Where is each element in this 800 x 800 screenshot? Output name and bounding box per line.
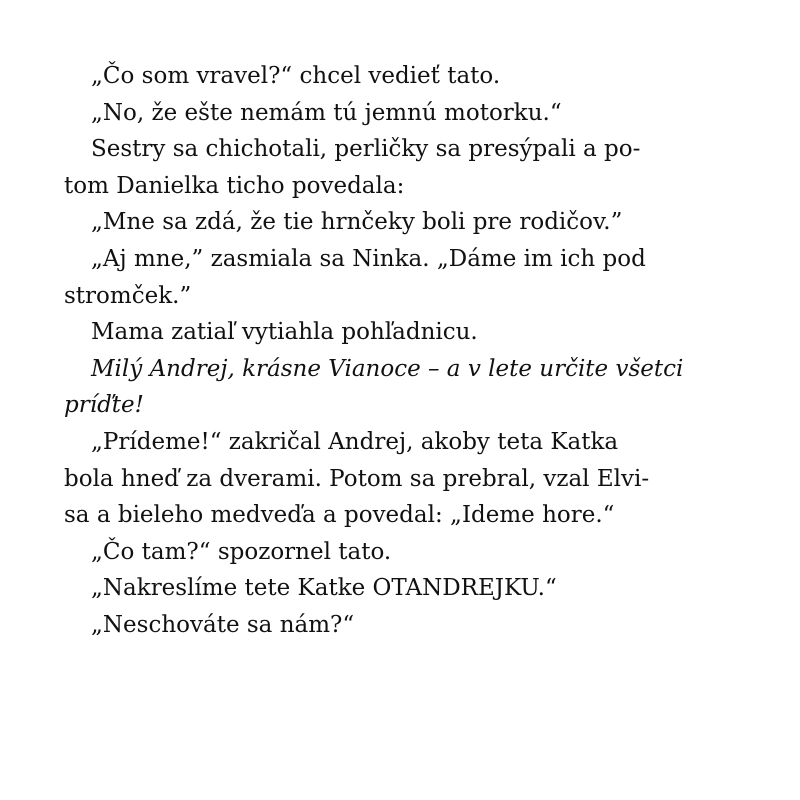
text-line: príďte! [64, 392, 144, 419]
text-line: Milý Andrej, krásne Vianoce – a v lete určite všetci [91, 355, 684, 382]
text-line: bola hneď za dverami. Potom sa prebral, vzal Elvi- [64, 465, 650, 492]
text-line: „Čo tam?“ spozornel tato. [91, 538, 392, 565]
text-line: „Nakreslíme tete Katke OTANDREJKU.“ [91, 575, 557, 602]
text-line: Sestry sa chichotali, perličky sa presýpali a po- [91, 136, 641, 163]
text-line: „Aj mne,” zasmiala sa Ninka. „Dáme im ich pod [91, 245, 646, 272]
story-text [64, 58, 736, 644]
text-line: „Prídeme!“ zakričal Andrej, akoby teta Katka [91, 428, 619, 455]
text-line: tom Danielka ticho povedala: [64, 172, 405, 199]
text-line: „Mne sa zdá, že tie hrnčeky boli pre rodičov.” [91, 209, 623, 236]
text-line: „No, že ešte nemám tú jemnú motorku.“ [91, 99, 562, 126]
text-line: „Neschováte sa nám?“ [91, 611, 355, 638]
text-line: stromček.” [64, 282, 192, 309]
text-line: sa a bieleho medveďa a povedal: „Ideme hore.“ [64, 502, 615, 529]
text-line: Mama zatiaľ vytiahla pohľadnicu. [91, 319, 478, 346]
text-line: „Čo som vravel?“ chcel vedieť tato. [91, 63, 501, 89]
